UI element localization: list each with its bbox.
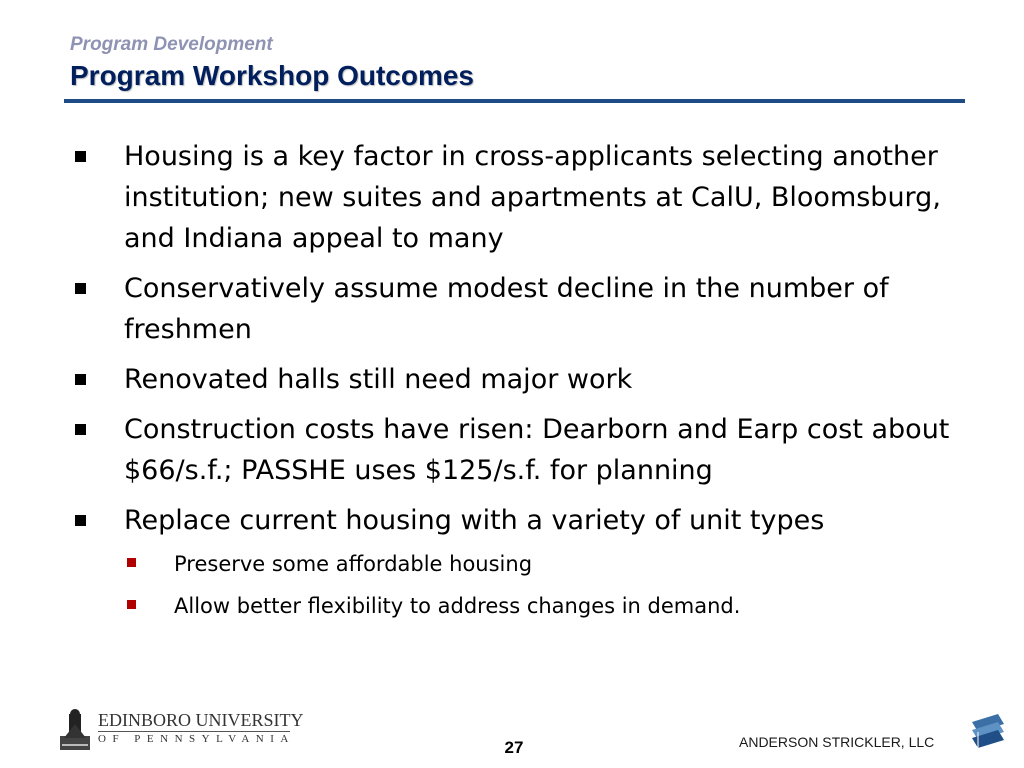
sub-bullet-item <box>124 585 970 627</box>
bullet-item <box>70 359 970 400</box>
bullet-text: Conservatively assume modest decline in the number of freshmen <box>124 273 889 345</box>
scholar-figure-icon <box>58 708 92 752</box>
edinboro-university-logo <box>58 706 304 754</box>
bullet-text: Replace current housing with a variety of unit types <box>124 505 825 536</box>
sub-bullet-list <box>124 543 970 627</box>
sub-bullet-text: Preserve some affordable housing <box>174 552 533 576</box>
sub-bullet-text: Allow better flexibility to address changes in demand. <box>174 594 741 618</box>
logo-divider <box>98 731 290 732</box>
square-bullet-icon <box>75 515 86 526</box>
bullet-text: Housing is a key factor in cross-applicants selecting another institution; new suites and apartments at CalU, Bloomsburg, and Indiana appeal to many <box>124 141 941 254</box>
slide-subtitle: Program Development <box>70 34 273 55</box>
university-name: EDINBORO UNIVERSITY <box>98 710 304 730</box>
square-bullet-icon <box>75 151 86 162</box>
square-bullet-icon <box>75 283 86 294</box>
anderson-strickler-logo-icon <box>968 712 1008 752</box>
bullet-item <box>70 409 970 491</box>
firm-name: ANDERSON STRICKLER, LLC <box>739 734 935 750</box>
bullet-item <box>70 268 970 350</box>
bullet-text: Construction costs have risen: Dearborn and Earp cost about $66/s.f.; PASSHE uses $125/s.f. for planning <box>124 414 950 486</box>
sub-bullet-item <box>124 543 970 585</box>
red-square-bullet-icon <box>127 558 136 567</box>
slide-title: Program Workshop Outcomes <box>70 60 475 91</box>
page-number: 27 <box>504 738 524 757</box>
bullet-item <box>70 136 970 259</box>
square-bullet-icon <box>75 424 86 435</box>
square-bullet-icon <box>75 374 86 385</box>
university-state: OF PENNSYLVANIA <box>98 733 295 745</box>
bullet-item <box>70 500 970 627</box>
bullet-text: Renovated halls still need major work <box>124 364 633 395</box>
red-square-bullet-icon <box>127 600 136 609</box>
bullet-list <box>70 136 970 636</box>
title-divider <box>64 99 965 103</box>
